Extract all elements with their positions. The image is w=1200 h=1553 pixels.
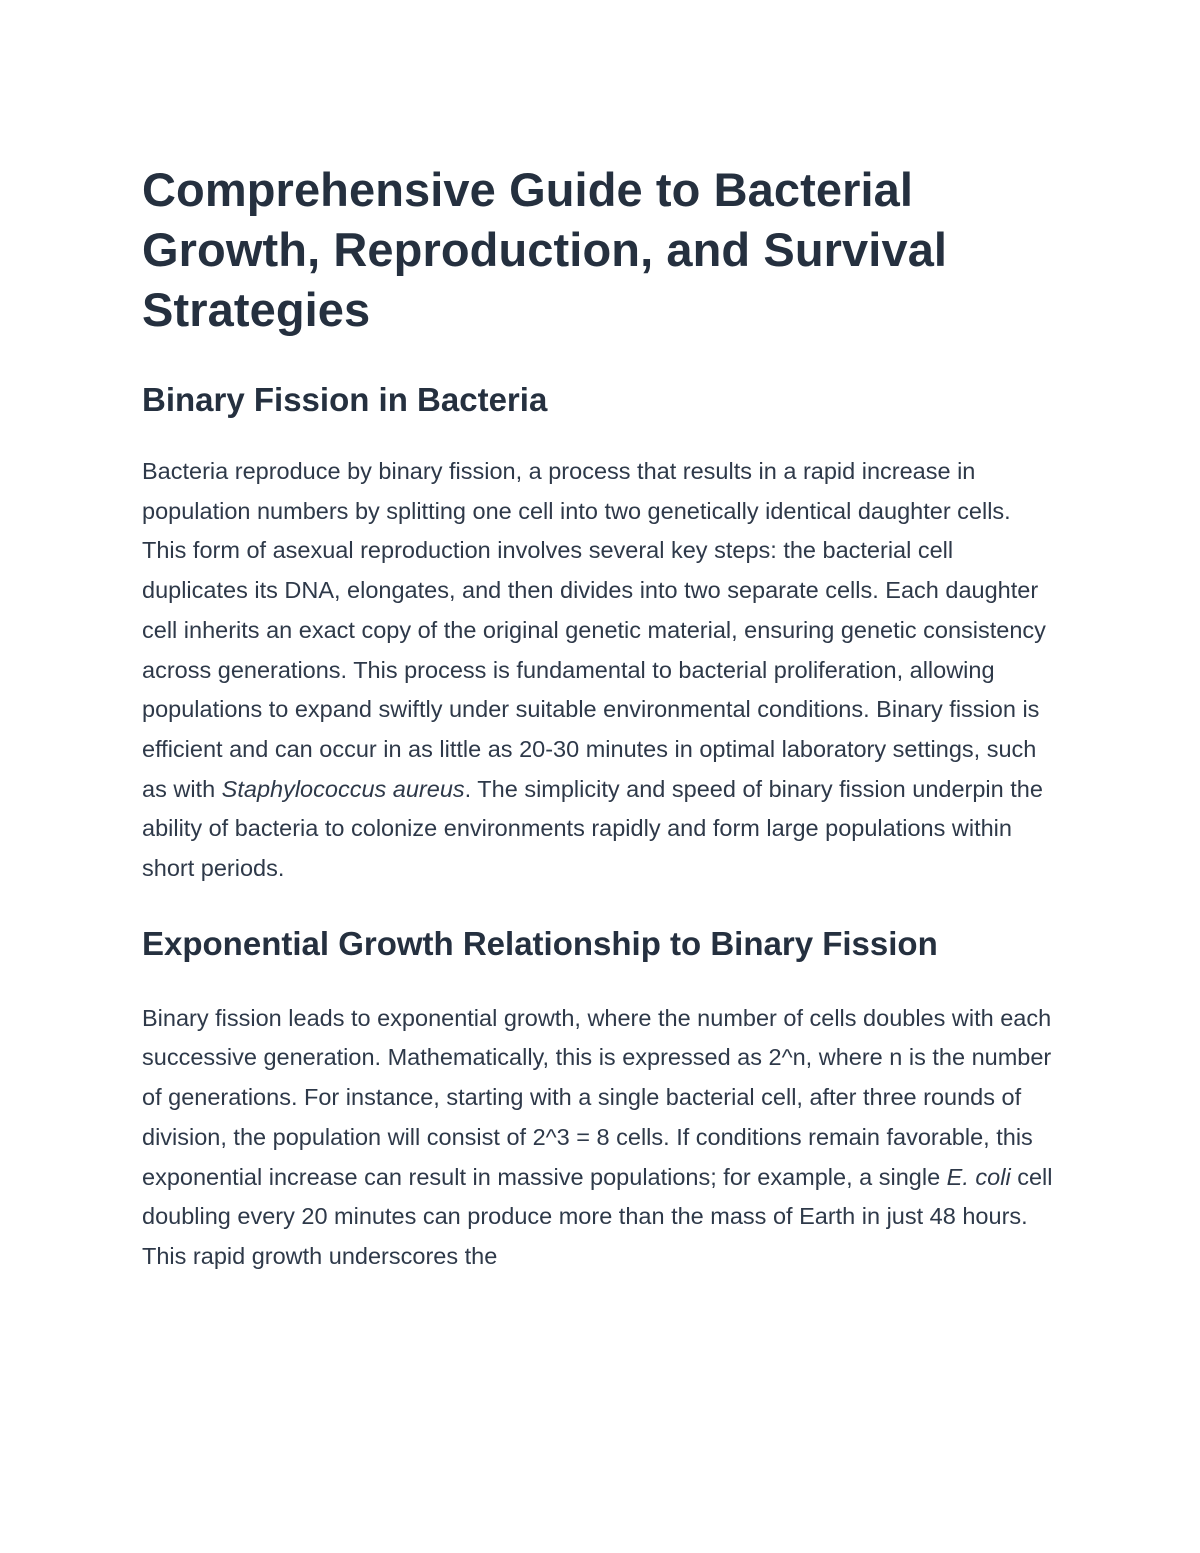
document-title: Comprehensive Guide to Bacterial Growth, Reproduction, and Survival Strategies <box>142 163 948 336</box>
paragraph-text: . The simplicity and speed of binary fission underpin the ability of bacteria to colonize environments rapidly and form large populations within short periods. <box>142 775 1043 882</box>
paragraph-binary-fission <box>142 452 1057 889</box>
paragraph-text: Bacteria reproduce by binary fission, a process that results in a rapid increase in population numbers by splitting one cell into two genetically identical daughter cells. This form of asexual reproduction involves several key steps: the bacterial cell duplicates its DNA, elongates, and then divides into two separate cells. Each daughter cell inherits an exact copy of the original genetic material, ensuring genetic consistency across generations. This process is fundamental to bacterial proliferation, allowing populations to expand swiftly under suitable environmental conditions. Binary fission is efficient and can occur in as little as 20-30 minutes in optimal laboratory settings, such as with <box>142 458 1046 802</box>
paragraph-text: Binary fission leads to exponential growth, where the number of cells doubles with each successive generation. Mathematically, this is expressed as 2^n, where n is the number of generations. For instance, starting with a single bacterial cell, after three rounds of division, the population will consist of 2^3 = 8 cells. If conditions remain favorable, this exponential increase can result in massive populations; for example, a single <box>142 1004 1052 1190</box>
section-heading-binary-fission: Binary Fission in Bacteria <box>142 381 548 418</box>
paragraph-text: cell doubling every 20 minutes can produce more than the mass of Earth in just 48 hours. This rapid growth underscores the <box>142 1163 1053 1269</box>
species-name-italic: Staphylococcus aureus <box>221 775 465 802</box>
paragraph-exponential-growth <box>142 999 1057 1277</box>
species-name-italic: E. coli <box>946 1163 1011 1190</box>
document-page <box>142 160 1062 1277</box>
section-heading-exponential-growth: Exponential Growth Relationship to Binary Fission <box>142 924 938 962</box>
